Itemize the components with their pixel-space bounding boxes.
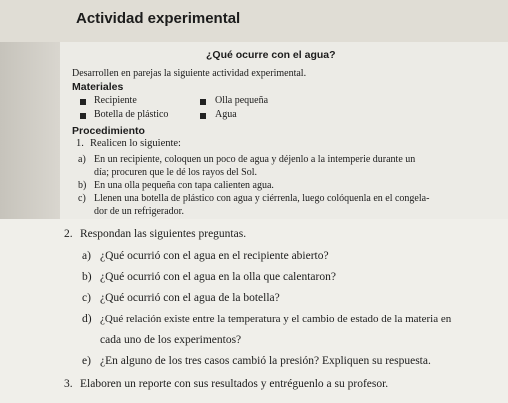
material-item: Olla pequeña: [215, 95, 269, 106]
activity-question: ¿Qué ocurre con el agua?: [206, 49, 336, 61]
question-label: a): [82, 250, 91, 262]
question-label: d): [82, 313, 92, 325]
sub-step-text: día; procuren que le dé los rayos del Sol.: [94, 167, 258, 178]
question-text: ¿Qué relación existe entre la temperatura y el cambio de estado de la materia en: [100, 313, 452, 325]
question-number: 2.: [64, 228, 73, 240]
intro-text: Desarrollen en parejas la siguiente actividad experimental.: [72, 68, 307, 79]
material-item: Agua: [215, 109, 237, 120]
question-text: ¿En alguno de los tres casos cambió la presión? Expliquen su respuesta.: [100, 355, 431, 367]
question-text: ¿Qué ocurrió con el agua en la olla que calentaron?: [100, 271, 336, 283]
questions-area: [0, 219, 508, 403]
bullet-icon: [80, 99, 86, 105]
bullet-icon: [80, 113, 86, 119]
sub-step-text: Llenen una botella de plástico con agua y ciérrenla, luego colóquenla en el congela-: [94, 193, 430, 204]
bullet-icon: [200, 113, 206, 119]
procedure-heading: Procedimiento: [72, 125, 145, 137]
question-text: Elaboren un reporte con sus resultados y entréguenlo a su profesor.: [80, 378, 389, 390]
sub-step-label: b): [78, 180, 87, 191]
sub-step-label: a): [78, 154, 86, 165]
question-text: ¿Qué ocurrió con el agua en el recipiente abierto?: [100, 250, 329, 262]
question-text: Respondan las siguientes preguntas.: [80, 228, 247, 240]
material-item: Recipiente: [94, 95, 137, 106]
step-text: Realicen lo siguiente:: [90, 138, 181, 149]
question-label: e): [82, 355, 91, 367]
question-label: b): [82, 271, 92, 283]
page-title: Actividad experimental: [76, 10, 241, 27]
sub-step-text: En una olla pequeña con tapa calienten agua.: [94, 180, 274, 191]
question-label: c): [82, 292, 91, 304]
question-text: ¿Qué ocurrió con el agua de la botella?: [100, 292, 280, 304]
bullet-icon: [200, 99, 206, 105]
sub-step-label: c): [78, 193, 86, 204]
materials-heading: Materiales: [72, 81, 124, 93]
page-edge-shadow: [0, 42, 60, 219]
material-item: Botella de plástico: [94, 109, 169, 120]
sub-step-text: En un recipiente, coloquen un poco de agua y déjenlo a la intemperie durante un: [94, 154, 416, 165]
step-number: 1.: [76, 138, 84, 149]
question-number: 3.: [64, 378, 73, 390]
question-text: cada uno de los experimentos?: [100, 334, 242, 346]
sub-step-text: dor de un refrigerador.: [94, 206, 184, 217]
